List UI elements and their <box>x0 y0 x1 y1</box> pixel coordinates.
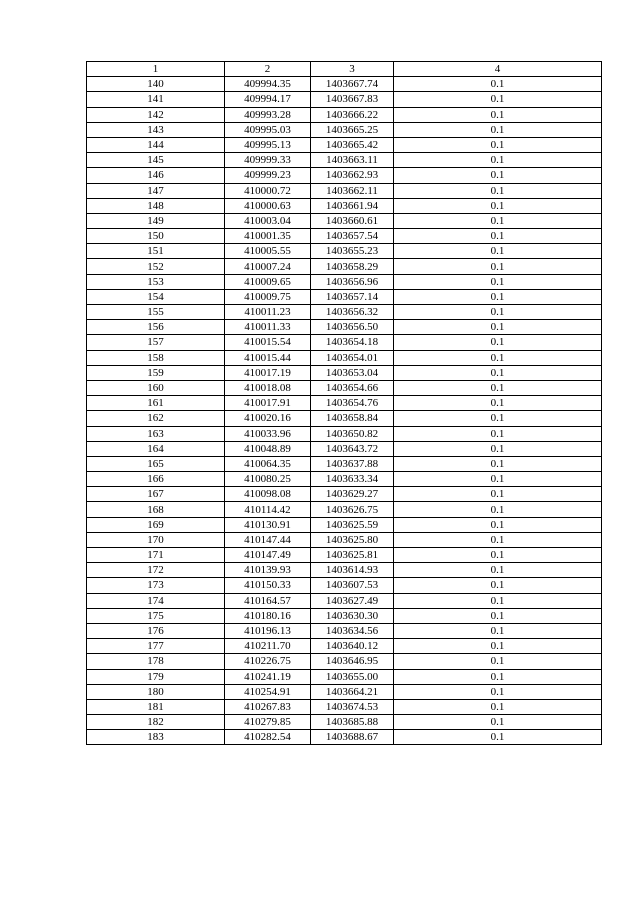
accuracy-cell: 0.1 <box>394 441 602 456</box>
y-coordinate-cell: 1403640.12 <box>311 639 394 654</box>
x-coordinate-cell: 410150.33 <box>225 578 311 593</box>
x-coordinate-cell: 410282.54 <box>225 730 311 745</box>
y-coordinate-cell: 1403658.29 <box>311 259 394 274</box>
y-coordinate-cell: 1403634.56 <box>311 623 394 638</box>
accuracy-cell: 0.1 <box>394 259 602 274</box>
y-coordinate-cell: 1403607.53 <box>311 578 394 593</box>
table-row <box>87 548 602 563</box>
point-number-cell: 146 <box>87 168 225 183</box>
y-coordinate-cell: 1403663.11 <box>311 153 394 168</box>
table-row <box>87 456 602 471</box>
y-coordinate-cell: 1403661.94 <box>311 198 394 213</box>
table-row <box>87 563 602 578</box>
point-number-cell: 183 <box>87 730 225 745</box>
accuracy-cell: 0.1 <box>394 487 602 502</box>
point-number-cell: 153 <box>87 274 225 289</box>
point-number-cell: 163 <box>87 426 225 441</box>
x-coordinate-cell: 410017.91 <box>225 396 311 411</box>
table-row <box>87 335 602 350</box>
y-coordinate-cell: 1403655.00 <box>311 669 394 684</box>
column-header-3: 3 <box>311 62 394 77</box>
x-coordinate-cell: 410164.57 <box>225 593 311 608</box>
table-row <box>87 77 602 92</box>
accuracy-cell: 0.1 <box>394 593 602 608</box>
table-row <box>87 305 602 320</box>
accuracy-cell: 0.1 <box>394 715 602 730</box>
x-coordinate-cell: 410048.89 <box>225 441 311 456</box>
y-coordinate-cell: 1403656.32 <box>311 305 394 320</box>
accuracy-cell: 0.1 <box>394 654 602 669</box>
y-coordinate-cell: 1403657.14 <box>311 289 394 304</box>
y-coordinate-cell: 1403655.23 <box>311 244 394 259</box>
x-coordinate-cell: 410254.91 <box>225 684 311 699</box>
accuracy-cell: 0.1 <box>394 244 602 259</box>
table-row <box>87 684 602 699</box>
x-coordinate-cell: 410139.93 <box>225 563 311 578</box>
accuracy-cell: 0.1 <box>394 456 602 471</box>
x-coordinate-cell: 410226.75 <box>225 654 311 669</box>
table-row <box>87 411 602 426</box>
accuracy-cell: 0.1 <box>394 350 602 365</box>
x-coordinate-cell: 410018.08 <box>225 380 311 395</box>
point-number-cell: 174 <box>87 593 225 608</box>
y-coordinate-cell: 1403666.22 <box>311 107 394 122</box>
x-coordinate-cell: 410020.16 <box>225 411 311 426</box>
y-coordinate-cell: 1403656.50 <box>311 320 394 335</box>
accuracy-cell: 0.1 <box>394 548 602 563</box>
x-coordinate-cell: 410011.33 <box>225 320 311 335</box>
x-coordinate-cell: 410180.16 <box>225 608 311 623</box>
y-coordinate-cell: 1403627.49 <box>311 593 394 608</box>
y-coordinate-cell: 1403654.66 <box>311 380 394 395</box>
column-header-2: 2 <box>225 62 311 77</box>
x-coordinate-cell: 410015.44 <box>225 350 311 365</box>
accuracy-cell: 0.1 <box>394 122 602 137</box>
table-body <box>87 77 602 745</box>
point-number-cell: 182 <box>87 715 225 730</box>
table-row <box>87 92 602 107</box>
x-coordinate-cell: 410130.91 <box>225 517 311 532</box>
table-row <box>87 244 602 259</box>
y-coordinate-cell: 1403660.61 <box>311 213 394 228</box>
accuracy-cell: 0.1 <box>394 183 602 198</box>
y-coordinate-cell: 1403654.01 <box>311 350 394 365</box>
point-number-cell: 149 <box>87 213 225 228</box>
accuracy-cell: 0.1 <box>394 305 602 320</box>
y-coordinate-cell: 1403665.42 <box>311 137 394 152</box>
y-coordinate-cell: 1403688.67 <box>311 730 394 745</box>
table-row <box>87 396 602 411</box>
table-row <box>87 229 602 244</box>
table-row <box>87 198 602 213</box>
accuracy-cell: 0.1 <box>394 168 602 183</box>
table-row <box>87 213 602 228</box>
point-number-cell: 181 <box>87 699 225 714</box>
point-number-cell: 170 <box>87 532 225 547</box>
y-coordinate-cell: 1403665.25 <box>311 122 394 137</box>
x-coordinate-cell: 410007.24 <box>225 259 311 274</box>
point-number-cell: 180 <box>87 684 225 699</box>
point-number-cell: 179 <box>87 669 225 684</box>
accuracy-cell: 0.1 <box>394 396 602 411</box>
x-coordinate-cell: 410005.55 <box>225 244 311 259</box>
y-coordinate-cell: 1403657.54 <box>311 229 394 244</box>
column-header-1: 1 <box>87 62 225 77</box>
x-coordinate-cell: 410211.70 <box>225 639 311 654</box>
y-coordinate-cell: 1403656.96 <box>311 274 394 289</box>
column-header-4: 4 <box>394 62 602 77</box>
point-number-cell: 164 <box>87 441 225 456</box>
table-row <box>87 532 602 547</box>
y-coordinate-cell: 1403625.80 <box>311 532 394 547</box>
y-coordinate-cell: 1403653.04 <box>311 365 394 380</box>
x-coordinate-cell: 410009.65 <box>225 274 311 289</box>
x-coordinate-cell: 410017.19 <box>225 365 311 380</box>
table-row <box>87 168 602 183</box>
table-row <box>87 137 602 152</box>
y-coordinate-cell: 1403654.76 <box>311 396 394 411</box>
point-number-cell: 142 <box>87 107 225 122</box>
point-number-cell: 159 <box>87 365 225 380</box>
point-number-cell: 171 <box>87 548 225 563</box>
y-coordinate-cell: 1403674.53 <box>311 699 394 714</box>
y-coordinate-cell: 1403658.84 <box>311 411 394 426</box>
table-row <box>87 365 602 380</box>
y-coordinate-cell: 1403667.83 <box>311 92 394 107</box>
x-coordinate-cell: 410098.08 <box>225 487 311 502</box>
x-coordinate-cell: 410011.23 <box>225 305 311 320</box>
accuracy-cell: 0.1 <box>394 335 602 350</box>
accuracy-cell: 0.1 <box>394 320 602 335</box>
accuracy-cell: 0.1 <box>394 137 602 152</box>
accuracy-cell: 0.1 <box>394 289 602 304</box>
y-coordinate-cell: 1403685.88 <box>311 715 394 730</box>
point-number-cell: 144 <box>87 137 225 152</box>
accuracy-cell: 0.1 <box>394 426 602 441</box>
accuracy-cell: 0.1 <box>394 730 602 745</box>
x-coordinate-cell: 409999.33 <box>225 153 311 168</box>
accuracy-cell: 0.1 <box>394 107 602 122</box>
accuracy-cell: 0.1 <box>394 669 602 684</box>
table-row <box>87 259 602 274</box>
point-number-cell: 166 <box>87 472 225 487</box>
accuracy-cell: 0.1 <box>394 472 602 487</box>
x-coordinate-cell: 409994.17 <box>225 92 311 107</box>
coordinates-table <box>86 61 602 745</box>
point-number-cell: 143 <box>87 122 225 137</box>
table-row <box>87 320 602 335</box>
table-row <box>87 593 602 608</box>
x-coordinate-cell: 410114.42 <box>225 502 311 517</box>
accuracy-cell: 0.1 <box>394 623 602 638</box>
x-coordinate-cell: 410147.49 <box>225 548 311 563</box>
table-row <box>87 654 602 669</box>
x-coordinate-cell: 409994.35 <box>225 77 311 92</box>
y-coordinate-cell: 1403625.81 <box>311 548 394 563</box>
x-coordinate-cell: 410267.83 <box>225 699 311 714</box>
point-number-cell: 165 <box>87 456 225 471</box>
x-coordinate-cell: 410147.44 <box>225 532 311 547</box>
table-row <box>87 715 602 730</box>
point-number-cell: 148 <box>87 198 225 213</box>
y-coordinate-cell: 1403614.93 <box>311 563 394 578</box>
table-row <box>87 699 602 714</box>
table-row <box>87 578 602 593</box>
x-coordinate-cell: 410241.19 <box>225 669 311 684</box>
x-coordinate-cell: 410015.54 <box>225 335 311 350</box>
x-coordinate-cell: 409993.28 <box>225 107 311 122</box>
table-row <box>87 730 602 745</box>
y-coordinate-cell: 1403630.30 <box>311 608 394 623</box>
accuracy-cell: 0.1 <box>394 77 602 92</box>
table-row <box>87 380 602 395</box>
accuracy-cell: 0.1 <box>394 578 602 593</box>
x-coordinate-cell: 410000.72 <box>225 183 311 198</box>
point-number-cell: 151 <box>87 244 225 259</box>
y-coordinate-cell: 1403654.18 <box>311 335 394 350</box>
x-coordinate-cell: 409995.03 <box>225 122 311 137</box>
table-row <box>87 623 602 638</box>
table-row <box>87 639 602 654</box>
y-coordinate-cell: 1403662.11 <box>311 183 394 198</box>
x-coordinate-cell: 410196.13 <box>225 623 311 638</box>
y-coordinate-cell: 1403662.93 <box>311 168 394 183</box>
y-coordinate-cell: 1403626.75 <box>311 502 394 517</box>
point-number-cell: 157 <box>87 335 225 350</box>
y-coordinate-cell: 1403664.21 <box>311 684 394 699</box>
accuracy-cell: 0.1 <box>394 563 602 578</box>
header-row <box>87 62 602 77</box>
point-number-cell: 141 <box>87 92 225 107</box>
point-number-cell: 175 <box>87 608 225 623</box>
y-coordinate-cell: 1403667.74 <box>311 77 394 92</box>
accuracy-cell: 0.1 <box>394 274 602 289</box>
accuracy-cell: 0.1 <box>394 92 602 107</box>
table-row <box>87 669 602 684</box>
accuracy-cell: 0.1 <box>394 365 602 380</box>
point-number-cell: 160 <box>87 380 225 395</box>
y-coordinate-cell: 1403650.82 <box>311 426 394 441</box>
point-number-cell: 152 <box>87 259 225 274</box>
x-coordinate-cell: 410001.35 <box>225 229 311 244</box>
point-number-cell: 158 <box>87 350 225 365</box>
x-coordinate-cell: 410279.85 <box>225 715 311 730</box>
table-row <box>87 122 602 137</box>
table-row <box>87 517 602 532</box>
table-header <box>87 62 602 77</box>
table-row <box>87 608 602 623</box>
table-row <box>87 441 602 456</box>
table-row <box>87 289 602 304</box>
table-row <box>87 472 602 487</box>
point-number-cell: 140 <box>87 77 225 92</box>
accuracy-cell: 0.1 <box>394 639 602 654</box>
table-row <box>87 502 602 517</box>
x-coordinate-cell: 410000.63 <box>225 198 311 213</box>
table-row <box>87 183 602 198</box>
x-coordinate-cell: 410080.25 <box>225 472 311 487</box>
x-coordinate-cell: 409999.23 <box>225 168 311 183</box>
x-coordinate-cell: 410033.96 <box>225 426 311 441</box>
accuracy-cell: 0.1 <box>394 213 602 228</box>
point-number-cell: 150 <box>87 229 225 244</box>
table-row <box>87 350 602 365</box>
y-coordinate-cell: 1403643.72 <box>311 441 394 456</box>
table-row <box>87 107 602 122</box>
table-row <box>87 426 602 441</box>
x-coordinate-cell: 410064.35 <box>225 456 311 471</box>
point-number-cell: 162 <box>87 411 225 426</box>
x-coordinate-cell: 409995.13 <box>225 137 311 152</box>
point-number-cell: 178 <box>87 654 225 669</box>
accuracy-cell: 0.1 <box>394 699 602 714</box>
table-row <box>87 274 602 289</box>
table-row <box>87 487 602 502</box>
point-number-cell: 172 <box>87 563 225 578</box>
x-coordinate-cell: 410009.75 <box>225 289 311 304</box>
point-number-cell: 155 <box>87 305 225 320</box>
y-coordinate-cell: 1403637.88 <box>311 456 394 471</box>
point-number-cell: 177 <box>87 639 225 654</box>
point-number-cell: 154 <box>87 289 225 304</box>
y-coordinate-cell: 1403646.95 <box>311 654 394 669</box>
table-row <box>87 153 602 168</box>
accuracy-cell: 0.1 <box>394 153 602 168</box>
point-number-cell: 169 <box>87 517 225 532</box>
point-number-cell: 161 <box>87 396 225 411</box>
y-coordinate-cell: 1403633.34 <box>311 472 394 487</box>
x-coordinate-cell: 410003.04 <box>225 213 311 228</box>
accuracy-cell: 0.1 <box>394 608 602 623</box>
point-number-cell: 173 <box>87 578 225 593</box>
accuracy-cell: 0.1 <box>394 517 602 532</box>
point-number-cell: 156 <box>87 320 225 335</box>
accuracy-cell: 0.1 <box>394 411 602 426</box>
point-number-cell: 145 <box>87 153 225 168</box>
accuracy-cell: 0.1 <box>394 380 602 395</box>
accuracy-cell: 0.1 <box>394 684 602 699</box>
point-number-cell: 147 <box>87 183 225 198</box>
accuracy-cell: 0.1 <box>394 532 602 547</box>
point-number-cell: 168 <box>87 502 225 517</box>
y-coordinate-cell: 1403629.27 <box>311 487 394 502</box>
accuracy-cell: 0.1 <box>394 502 602 517</box>
accuracy-cell: 0.1 <box>394 229 602 244</box>
accuracy-cell: 0.1 <box>394 198 602 213</box>
y-coordinate-cell: 1403625.59 <box>311 517 394 532</box>
point-number-cell: 176 <box>87 623 225 638</box>
point-number-cell: 167 <box>87 487 225 502</box>
